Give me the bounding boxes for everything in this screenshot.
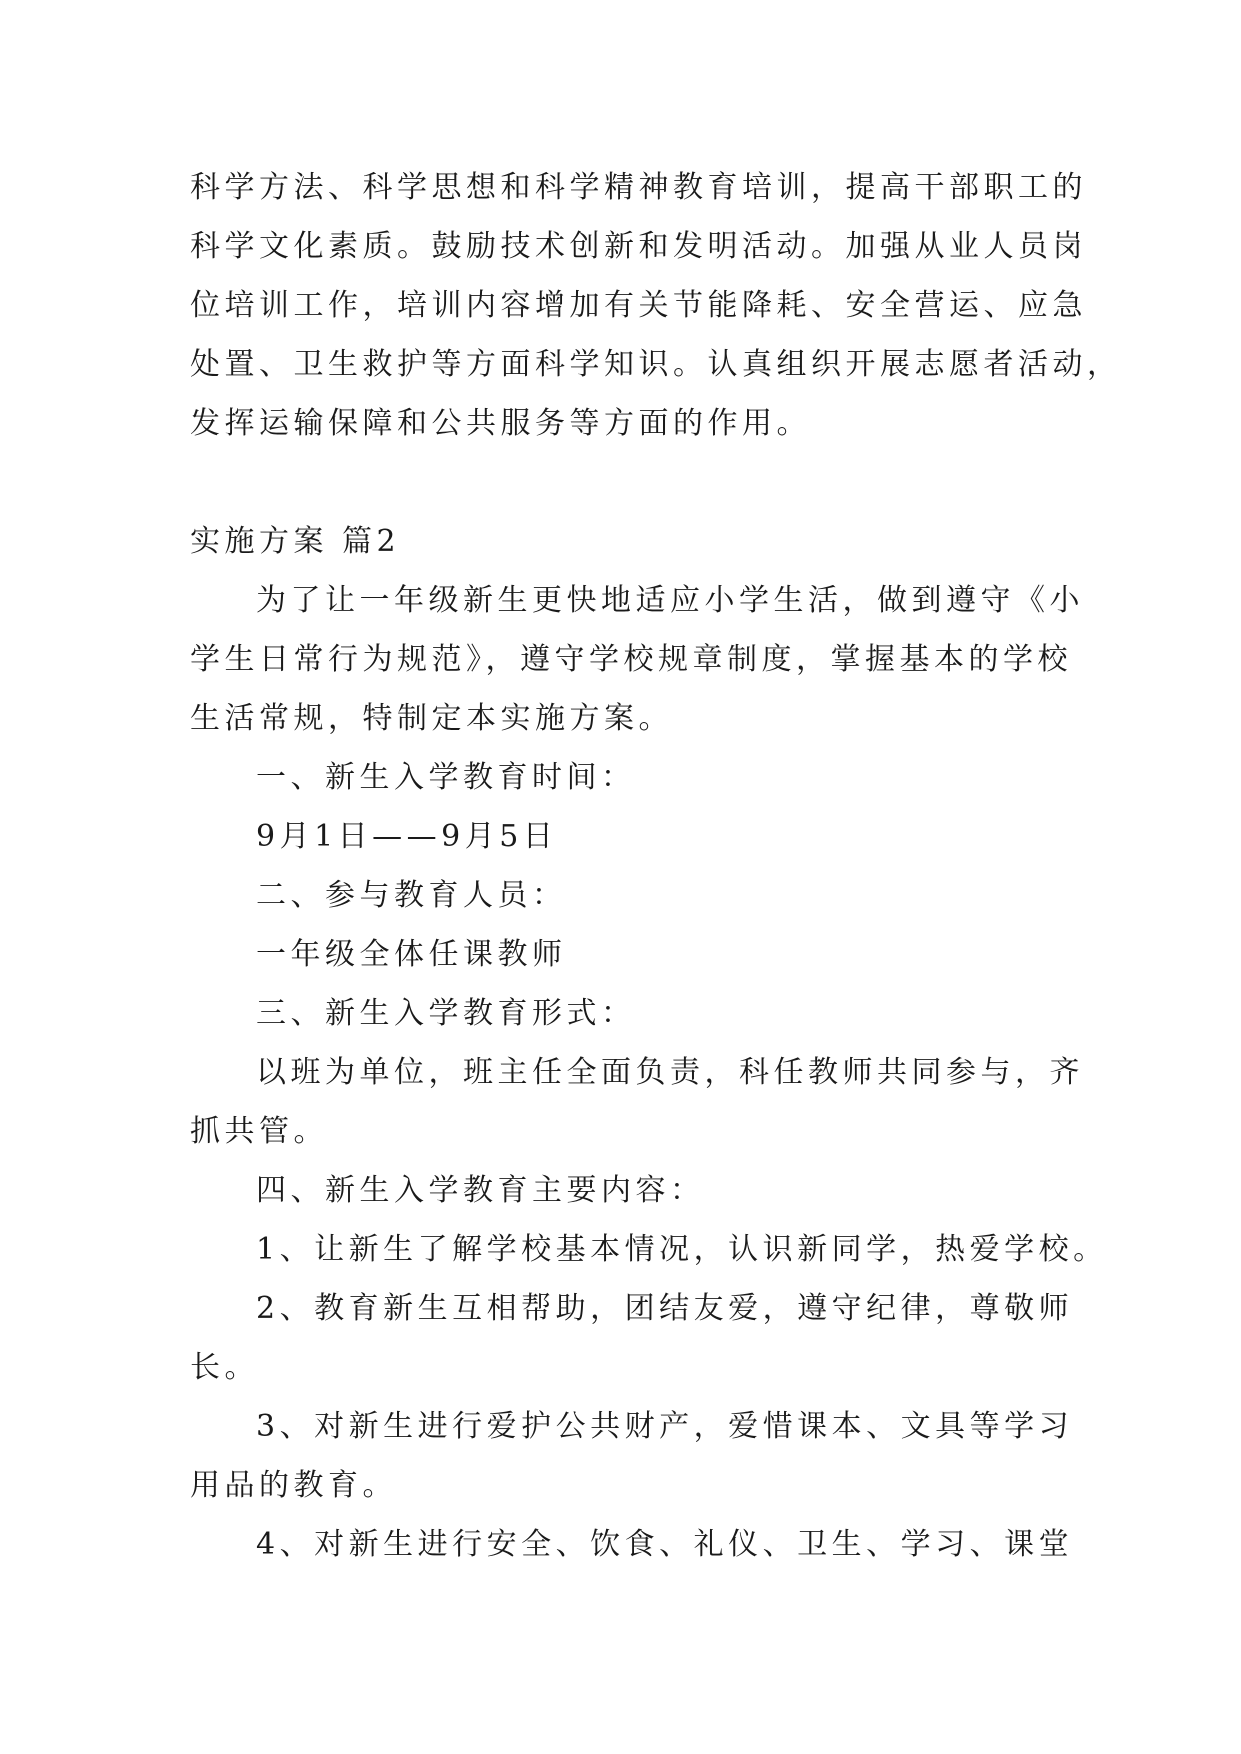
text-line: 2、教育新生互相帮助，团结友爱，遵守纪律，尊敬师: [256, 1291, 1074, 1326]
item-title-content: 四、新生入学教育主要内容：: [256, 1173, 705, 1208]
paragraph-gap: [190, 453, 1050, 512]
text-line: 以班为单位，班主任全面负责，科任教师共同参与，齐: [256, 1055, 1084, 1090]
content-item-2: [190, 1279, 1074, 1397]
section-heading: 实施方案 篇2: [190, 524, 401, 559]
text-line: 生活常规，特制定本实施方案。: [190, 701, 673, 736]
text-line: 发挥运输保障和公共服务等方面的作用。: [190, 406, 811, 441]
item-value-form: [190, 1043, 1084, 1161]
paragraph-science-training: [190, 158, 1122, 453]
intro-paragraph: [190, 571, 1084, 748]
text-line: 科学文化素质。鼓励技术创新和发明活动。加强从业人员岗: [190, 229, 1087, 264]
document-page: [190, 158, 1122, 1574]
text-line: 3、对新生进行爱护公共财产，爱惜课本、文具等学习: [256, 1409, 1074, 1444]
text-line: 处置、卫生救护等方面科学知识。认真组织开展志愿者活动，: [190, 347, 1122, 382]
content-item-1: 1、让新生了解学校基本情况，认识新同学，热爱学校。: [256, 1232, 1108, 1267]
text-line: 长。: [190, 1350, 259, 1385]
text-line: 为了让一年级新生更快地适应小学生活，做到遵守《小: [256, 583, 1084, 618]
content-item-3: [190, 1397, 1074, 1515]
item-title-staff: 二、参与教育人员：: [256, 878, 567, 913]
item-title-time: 一、新生入学教育时间：: [256, 760, 636, 795]
content-item-4: 4、对新生进行安全、饮食、礼仪、卫生、学习、课堂: [256, 1527, 1074, 1562]
item-value-time: 9月1日——9月5日: [256, 819, 558, 854]
text-line: 科学方法、科学思想和科学精神教育培训，提高干部职工的: [190, 170, 1087, 205]
text-line: 学生日常行为规范》，遵守学校规章制度，掌握基本的学校: [190, 642, 1072, 677]
item-value-staff: 一年级全体任课教师: [256, 937, 567, 972]
text-line: 用品的教育。: [190, 1468, 397, 1503]
text-line: 位培训工作，培训内容增加有关节能降耗、安全营运、应急: [190, 288, 1087, 323]
text-line: 抓共管。: [190, 1114, 328, 1149]
item-title-form: 三、新生入学教育形式：: [256, 996, 636, 1031]
